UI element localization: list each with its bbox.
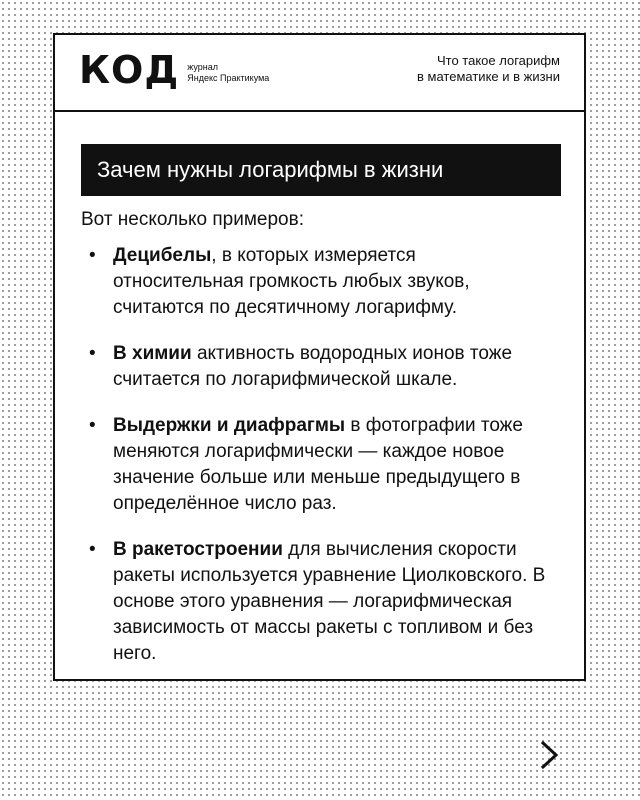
logo-subtitle-line2: Яндекс Практикума	[187, 73, 270, 83]
intro-text: Вот несколько примеров:	[81, 209, 304, 230]
article-title	[417, 53, 560, 85]
card-header	[55, 35, 584, 112]
slide-card	[53, 33, 586, 681]
list-item	[81, 413, 551, 517]
list-item-text: в фотографии тоже меняются логарифмически — каждое новое значение больше или меньше предыдущего в определённое число раз.	[113, 415, 523, 514]
logo-mark: КОД	[79, 48, 180, 92]
bullet-marker: •	[89, 343, 96, 364]
article-title-line2: в математике и в жизни	[417, 69, 560, 84]
list-item-text: , в которых измеряется относительная громкость любых звуков, считаются по десятичному логарифму.	[113, 245, 470, 318]
list-item-bold: В химии	[113, 343, 192, 364]
bullet-marker: •	[89, 539, 96, 560]
bullet-marker: •	[89, 415, 96, 436]
bullet-marker: •	[89, 245, 96, 266]
list-item-text: активность водородных ионов тоже считается по логарифмической шкале.	[113, 343, 513, 390]
list-item	[81, 243, 551, 321]
chevron-right-icon[interactable]	[538, 740, 562, 770]
logo-subtitle-line1: журнал	[187, 62, 218, 72]
list-item-bold: Выдержки и диафрагмы	[113, 415, 346, 436]
list-item-bold: В ракетостроении	[113, 539, 283, 560]
section-heading: Зачем нужны логарифмы в жизни	[81, 144, 561, 196]
list-item-text: для вычисления скорости ракеты используется уравнение Циолковского. В основе этого уравнения — логарифмическая зависимость от массы ракеты с топливом и без него.	[113, 539, 546, 664]
list-item	[81, 537, 551, 667]
examples-list	[81, 243, 551, 687]
article-title-line1: Что такое логарифм	[436, 53, 560, 68]
logo	[79, 48, 269, 92]
list-item-bold: Децибелы	[113, 245, 212, 266]
list-item	[81, 341, 551, 393]
logo-subtitle	[187, 62, 269, 84]
